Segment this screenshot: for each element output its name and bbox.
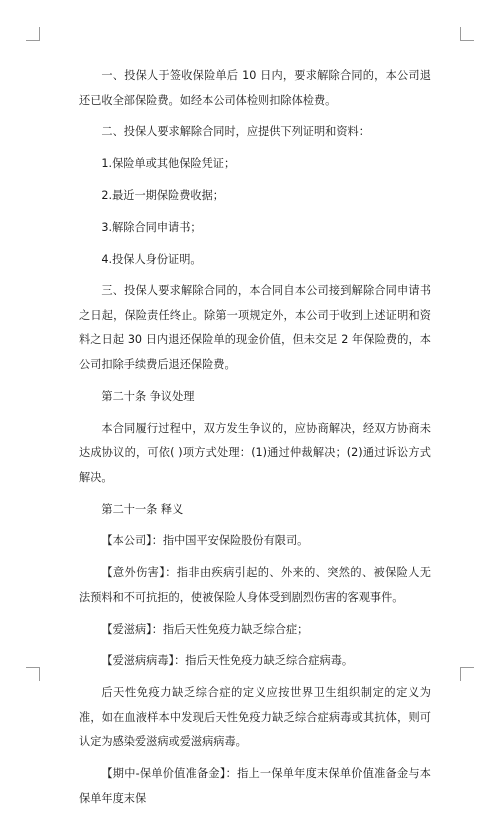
paragraph: 后天性免疫力缺乏综合症的定义应按世界卫生组织制定的定义为准，如在血液样本中发现后天性免疫力缺乏综合症病毒或其抗体，则可认定为感染爱滋病或爱滋病病毒。 — [79, 686, 431, 749]
article-heading: 第二十一条 释义 — [101, 502, 184, 516]
paragraph: 三、投保人要求解除合同的，本合同自本公司接到解除合同申请书之日起，保险责任终止。除第一项规定外，本公司于收到上述证明和资料之日起 30 日内退还保险单的现金价值，但未交足 2 年保险费的，本公司扣除手续费后退还保险费。 — [79, 284, 431, 372]
crop-mark-top-right-v — [460, 27, 461, 41]
list-item: 1.保险单或其他保险凭证； — [101, 157, 236, 171]
paragraph: 一、投保人于签收保险单后 10 日内，要求解除合同的，本公司退还已收全部保险费。如经本公司体检则扣除体检费。 — [79, 69, 431, 107]
article-heading: 第二十条 争议处理 — [101, 389, 195, 403]
crop-mark-bottom-right-h — [460, 667, 474, 668]
crop-mark-top-left-v — [39, 27, 40, 41]
definition-item: 【意外伤害】：指非由疾病引起的、外来的、突然的、被保险人无法预料和不可抗拒的，使被保险人身体受到剧烈伤害的客观事件。 — [79, 566, 431, 604]
crop-mark-bottom-left-v — [39, 667, 40, 681]
crop-mark-top-left-h — [26, 40, 40, 41]
paragraph: 本合同履行过程中，双方发生争议的，应协商解决，经双方协商未达成协议的，可依( )项方式处理：(1)通过仲裁解决；(2)通过诉讼方式解决。 — [79, 421, 431, 484]
definition-item: 【爱滋病】：指后天性免疫力缺乏综合症； — [101, 622, 309, 636]
list-item: 3.解除合同申请书； — [101, 220, 202, 234]
crop-mark-bottom-left-h — [26, 667, 40, 668]
paragraph: 二、投保人要求解除合同时，应提供下列证明和资料： — [101, 125, 370, 139]
crop-mark-top-right-h — [460, 40, 474, 41]
list-item: 4.投保人身份证明。 — [101, 252, 202, 266]
crop-mark-bottom-right-v — [460, 667, 461, 681]
list-item: 2.最近一期保险费收据； — [101, 188, 224, 202]
definition-item: 【爱滋病病毒】：指后天性免疫力缺乏综合症病毒。 — [101, 654, 354, 668]
document-body — [79, 64, 431, 818]
definition-item: 【期中-保单价值准备金】：指上一保单年度末保单价值准备金与本保单年度末保 — [79, 767, 431, 805]
definition-item: 【本公司】：指中国平安保险股份有限司。 — [101, 534, 309, 548]
